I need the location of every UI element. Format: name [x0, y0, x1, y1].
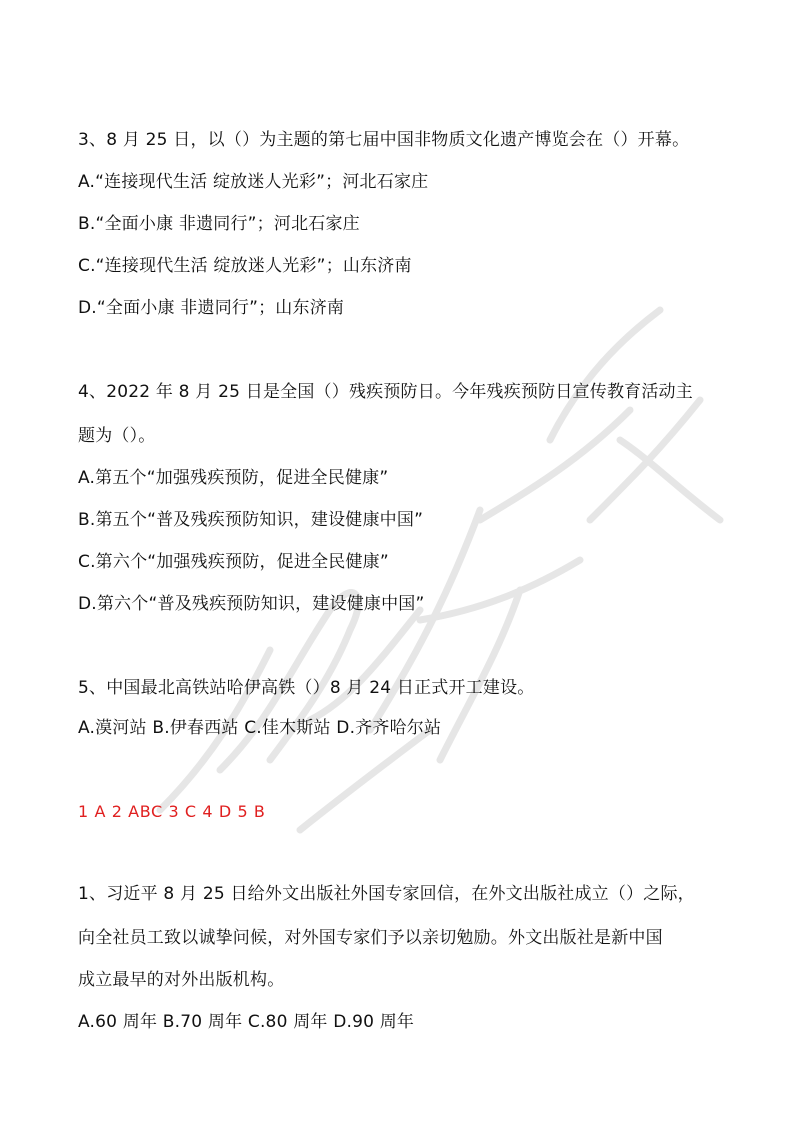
question-3-title: 3、8 月 25 日，以（）为主题的第七届中国非物质文化遗产博览会在（）开幕。 [78, 130, 690, 150]
answer-key: 1 A 2 ABC 3 C 4 D 5 B [78, 802, 266, 821]
question-3-option-d: D.“全面小康 非遗同行”；山东济南 [78, 298, 345, 318]
question-1-title-line-2: 向全社员工致以诚挚问候，对外国专家们予以亲切勉励。外文出版社是新中国 [78, 928, 663, 948]
question-1-options: A.60 周年 B.70 周年 C.80 周年 D.90 周年 [78, 1012, 415, 1032]
question-5-options: A.漠河站 B.伊春西站 C.佳木斯站 D.齐齐哈尔站 [78, 718, 442, 738]
question-4-title-line-1: 4、2022 年 8 月 25 日是全国（）残疾预防日。今年残疾预防日宣传教育活动主 [78, 382, 693, 402]
question-1-title-line-1: 1、习近平 8 月 25 日给外文出版社外国专家回信，在外文出版社成立（）之际， [78, 884, 695, 904]
question-4-option-d: D.第六个“普及残疾预防知识，建设健康中国” [78, 594, 425, 614]
question-3-option-a: A.“连接现代生活 绽放迷人光彩”；河北石家庄 [78, 172, 429, 192]
question-4-option-c: C.第六个“加强残疾预防，促进全民健康” [78, 552, 389, 572]
question-4-option-b: B.第五个“普及残疾预防知识，建设健康中国” [78, 510, 424, 530]
question-3-option-b: B.“全面小康 非遗同行”；河北石家庄 [78, 214, 360, 234]
question-4-title-line-2: 题为（）。 [78, 426, 156, 446]
question-5-title: 5、中国最北高铁站哈伊高铁（）8 月 24 日正式开工建设。 [78, 678, 535, 698]
question-4-option-a: A.第五个“加强残疾预防，促进全民健康” [78, 468, 389, 488]
question-1-title-line-3: 成立最早的对外出版机构。 [78, 970, 285, 990]
question-3-option-c: C.“连接现代生活 绽放迷人光彩”；山东济南 [78, 256, 412, 276]
